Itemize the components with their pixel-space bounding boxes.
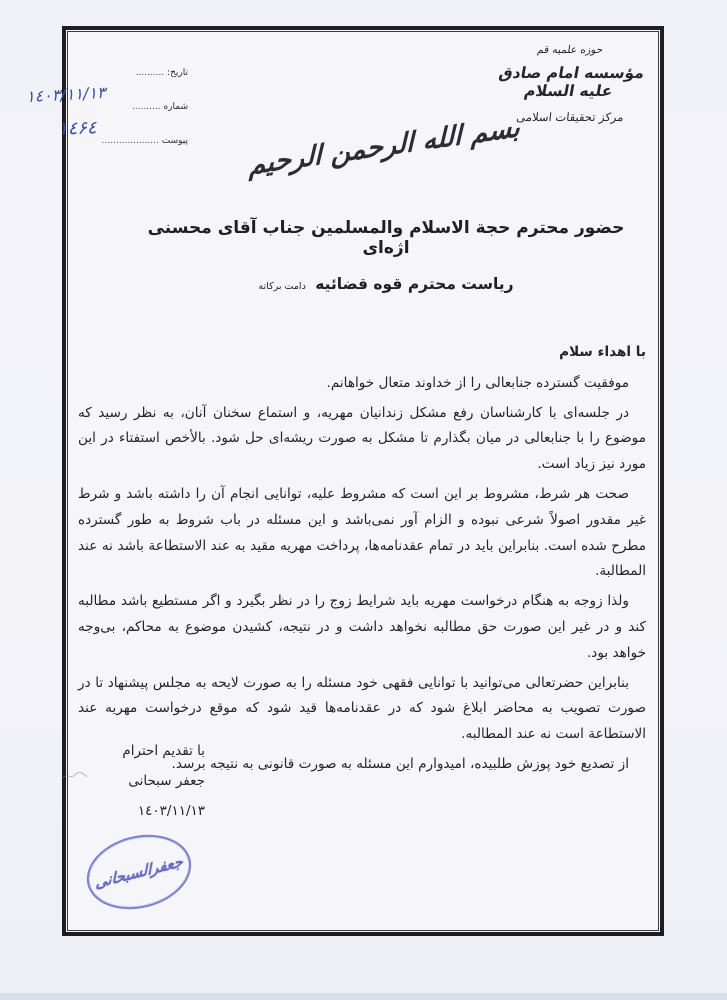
handwritten-number: ١٤۶٤: [57, 117, 98, 140]
body-paragraph: از تصدیع خود پوزش طلبیده، امیدوارم این مسئله به صورت قانونی به نتیجه برسد.: [171, 755, 629, 772]
letter-body: [78, 340, 646, 782]
body-paragraph: در جلسه‌ای با کارشناسان رفع مشکل زندانیان مهریه، و استماع سخنان آنان، به نظر رسید که موضوع را با جنابعالی در میان بگذارم تا مشکل به صورت ریشه‌ای حل شود. بالأخص استفتاء در این مورد نیز زیاد است.: [78, 404, 646, 473]
body-paragraph: موفقیت گسترده جنابعالی را از خداوند متعال خواهانم.: [326, 374, 629, 391]
number-dotted-line: ..........: [131, 102, 161, 112]
letterhead: [480, 44, 660, 124]
closing-respect: با تقدیم احترام: [122, 743, 205, 759]
scan-bottom-edge: [0, 993, 727, 1000]
letterhead-research-center: مرکز تحقیقات اسلامی: [515, 110, 625, 124]
letterhead-institute: مؤسسه امام صادق علیه السلام: [497, 64, 646, 100]
handwritten-date: ١٤٠٣/١١/١٣: [25, 82, 106, 107]
addressee-title-line: [126, 275, 646, 293]
addressee-line: حضور محترم حجة الاسلام والمسلمین جناب آقای محسنی اژه‌ای: [147, 218, 625, 258]
salutation: با اهداء سلام: [559, 344, 646, 360]
body-paragraph: ولذا زوجه به هنگام درخواست مهریه باید شرایط زوج را در نظر بگیرد و اگر مستطیع باشد مطالبه کند و در غیر این صورت حق مطالبه نخواهد داشت و در نتیجه، کشیدن موضوع به محاکم، بی‌وجه خواهد بود.: [78, 593, 646, 661]
reference-fields: [25, 56, 188, 158]
attachment-label: پیوست: [161, 136, 188, 146]
paragraph-list: [78, 371, 646, 778]
number-label: شماره: [163, 102, 188, 112]
closing-block: [80, 736, 205, 826]
bismillah-calligraphy: بسم الله الرحمن الرحیم: [248, 111, 520, 182]
blessing-suffix: دامت برکاته: [258, 281, 306, 292]
date-dotted-line: ..........: [135, 68, 165, 78]
signature-scribble: [62, 770, 88, 782]
signatory-name: جعفر سبحانی: [128, 773, 205, 789]
official-stamp: [79, 824, 199, 920]
body-paragraph: بنابراین حضرتعالی می‌توانید با توانایی فقهی خود مسئله را به صورت لایحه به مجلس پیشنهاد تا در صورت تصویب به محاضر ابلاغ شود که در عقدنامه‌ها قید شود که موقع درخواست مهریه عند الاستطاعة است نه عند المطالبه.: [78, 674, 646, 743]
body-paragraph: صحت هر شرط، مشروط بر این است که مشروط علیه، توانایی انجام آن را داشته باشد و شرط غیر مقدور اصولاً شرعی نبوده و الزام آور نمی‌باشد و این مسئله در باب شروط به طور گسترده مطرح شده است. بنابراین باید در تمام عقدنامه‌ها، پرداخت مهریه مقید به عند الاستطاعة باشد نه عند المطالبة.: [78, 485, 646, 580]
date-label: تاریخ:: [167, 68, 188, 78]
attachment-dotted-line: ....................: [101, 136, 159, 146]
letter-headings: [126, 218, 646, 293]
closing-date: ١٤٠٣/١١/١٣: [137, 803, 205, 819]
addressee-title: ریاست محترم قوه قضائیه: [315, 275, 514, 293]
letterhead-seminary: حوزه علمیه قم: [536, 44, 604, 56]
letter-frame: [25, 26, 664, 936]
stamp-calligraphy: جعفرالسبحانی: [95, 851, 183, 893]
